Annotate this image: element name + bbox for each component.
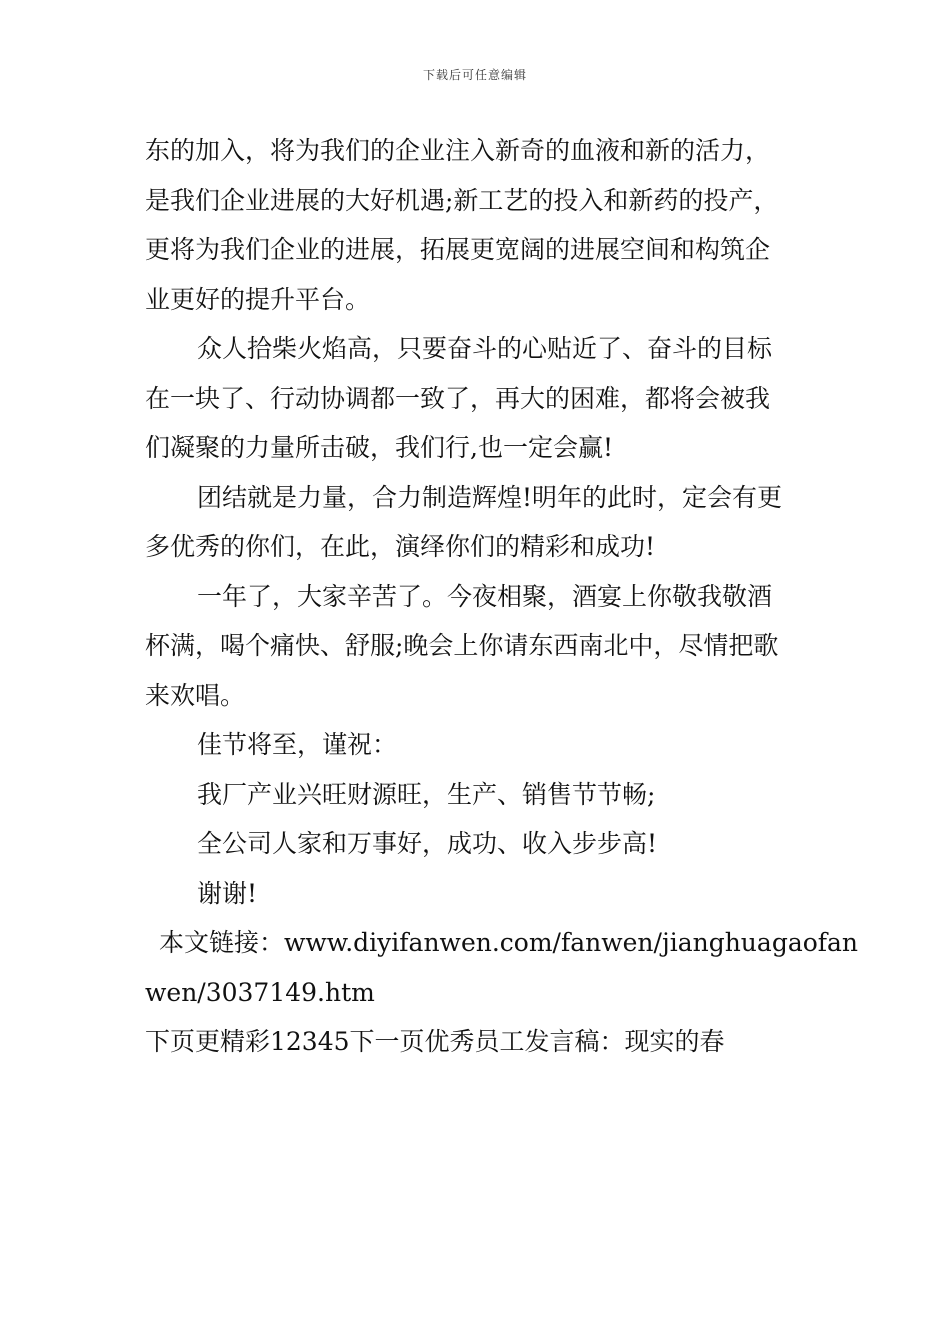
- source-link-line[interactable]: wen/3037149.htm: [145, 977, 375, 1007]
- text-line: 团结就是力量，合力制造辉煌!明年的此时，定会有更: [197, 482, 783, 512]
- text-line: 东的加入，将为我们的企业注入新奇的血液和新的活力，: [145, 136, 771, 165]
- paragraph-1: [145, 126, 810, 324]
- text-line: 杯满，喝个痛快、舒服;晚会上你请东西南北中，尽情把歌: [145, 631, 779, 660]
- paragraph-4: [145, 572, 810, 721]
- text-line: 在一块了、行动协调都一致了，再大的困难，都将会被我: [145, 383, 771, 413]
- text-line: 业更好的提升平台。: [145, 284, 371, 314]
- paragraph-2: [145, 324, 810, 473]
- paragraph-8: [145, 869, 810, 919]
- source-link[interactable]: [145, 918, 859, 1017]
- text-line: 更将为我们企业的进展，拓展更宽阔的进展空间和构筑企: [145, 235, 771, 264]
- text-line: 是我们企业进展的大好机遇;新工艺的投入和新药的投产，: [145, 185, 779, 215]
- pagination[interactable]: [145, 1017, 810, 1067]
- text-line: 全公司人家和万事好，成功、收入步步高!: [197, 829, 658, 858]
- text-line: 多优秀的你们，在此，演绎你们的精彩和成功!: [145, 532, 656, 561]
- source-link-line[interactable]: 本文链接：www.diyifanwen.com/fanwen/jianghuagaofan: [159, 928, 859, 957]
- text-line: 众人拾柴火焰高，只要奋斗的心贴近了、奋斗的目标: [197, 334, 773, 363]
- paragraph-5: [145, 720, 810, 770]
- text-line: 佳节将至，谨祝：: [197, 730, 398, 759]
- text-line: 们凝聚的力量所击破，我们行,也一定会赢!: [145, 433, 613, 462]
- paragraph-3: [145, 473, 810, 572]
- text-line: 来欢唱。: [145, 680, 246, 710]
- text-line: 一年了，大家辛苦了。今夜相聚，酒宴上你敬我敬酒: [197, 581, 773, 611]
- pagination-text[interactable]: 下页更精彩12345下一页优秀员工发言稿：现实的春: [145, 1027, 725, 1056]
- text-line: 我厂产业兴旺财源旺，生产、销售节节畅;: [197, 779, 656, 809]
- document-body: [145, 126, 859, 1067]
- paragraph-7: [145, 819, 810, 869]
- page-header: 下载后可任意编辑: [422, 68, 527, 82]
- text-line: 谢谢!: [197, 878, 258, 908]
- paragraph-6: [145, 770, 810, 820]
